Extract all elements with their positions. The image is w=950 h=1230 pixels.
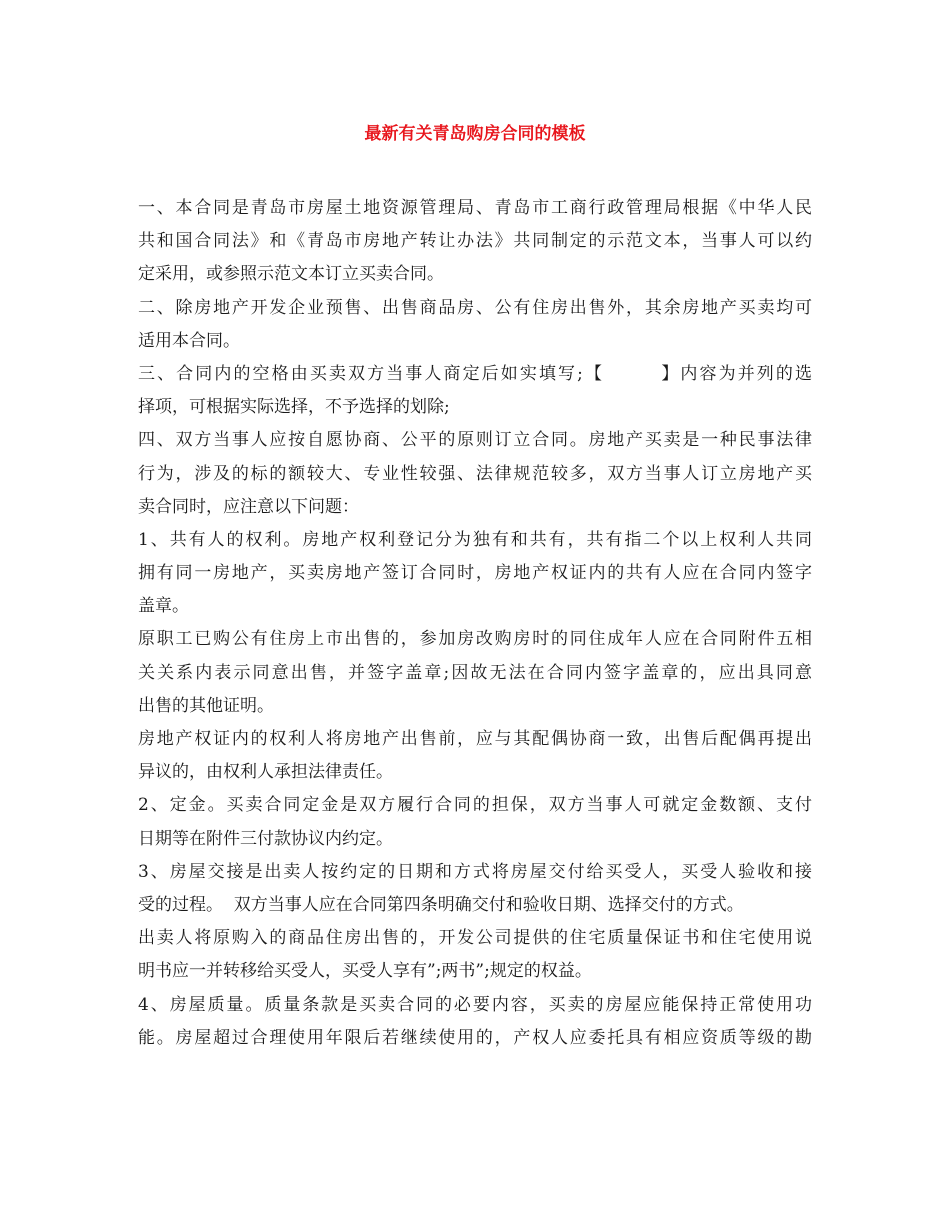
body-line: 一、本合同是青岛市房屋土地资源管理局、青岛市工商行政管理局根据《中华人民 bbox=[138, 198, 812, 218]
body-line: 关关系内表示同意出售，并签字盖章;因故无法在合同内签字盖章的，应出具同意 bbox=[138, 662, 812, 683]
body-line: 出售的其他证明。 bbox=[138, 695, 274, 716]
body-line: 日期等在附件三付款协议内约定。 bbox=[138, 828, 393, 849]
body-line: 1、共有人的权利。房地产权利登记分为独有和共有，共有指二个以上权利人共同 bbox=[138, 529, 812, 550]
body-line: 能。房屋超过合理使用年限后若继续使用的，产权人应委托具有相应资质等级的勘 bbox=[138, 1027, 812, 1048]
body-line: 四、双方当事人应按自愿协商、公平的原则订立合同。房地产买卖是一种民事法律 bbox=[138, 430, 812, 451]
body-line: 共和国合同法》和《青岛市房地产转让办法》共同制定的示范文本，当事人可以约 bbox=[138, 231, 812, 252]
body-line: 择项，可根据实际选择，不予选择的划除; bbox=[138, 397, 450, 418]
body-line: 明书应一并转移给买受人，买受人享有”;两书”;规定的权益。 bbox=[138, 961, 592, 982]
body-line: 卖合同时，应注意以下问题： bbox=[138, 496, 359, 517]
body-line: 房地产权证内的权利人将房地产出售前，应与其配偶协商一致，出售后配偶再提出 bbox=[138, 729, 812, 749]
body-line: 异议的，由权利人承担法律责任。 bbox=[138, 762, 393, 783]
body-line: 4、房屋质量。质量条款是买卖合同的必要内容，买卖的房屋应能保持正常使用功 bbox=[138, 994, 812, 1015]
body-line: 2、定金。买卖合同定金是双方履行合同的担保，双方当事人可就定金数额、支付 bbox=[138, 795, 812, 816]
body-line: 二、除房地产开发企业预售、出售商品房、公有住房出售外，其余房地产买卖均可 bbox=[138, 297, 812, 318]
body-line: 受的过程。 双方当事人应在合同第四条明确交付和验收日期、选择交付的方式。 bbox=[138, 894, 744, 915]
body-line: 盖章。 bbox=[138, 596, 189, 617]
document-title: 最新有关青岛购房合同的模板 bbox=[364, 124, 586, 144]
body-line: 3、房屋交接是出卖人按约定的日期和方式将房屋交付给买受人，买受人验收和接 bbox=[138, 861, 812, 882]
body-line: 定采用，或参照示范文本订立买卖合同。 bbox=[138, 264, 444, 285]
document-body bbox=[138, 192, 812, 1055]
body-line: 原职工已购公有住房上市出售的，参加房改购房时的同住成年人应在合同附件五相 bbox=[138, 629, 812, 650]
body-line: 出卖人将原购入的商品住房出售的，开发公司提供的住宅质量保证书和住宅使用说 bbox=[138, 928, 812, 949]
body-line: 拥有同一房地产，买卖房地产签订合同时，房地产权证内的共有人应在合同内签字 bbox=[138, 563, 812, 584]
body-line: 适用本合同。 bbox=[138, 330, 240, 351]
body-line: 三、合同内的空格由买卖双方当事人商定后如实填写;【 】内容为并列的选 bbox=[138, 363, 812, 384]
body-line: 行为，涉及的标的额较大、专业性较强、法律规范较多，双方当事人订立房地产买 bbox=[138, 463, 812, 484]
